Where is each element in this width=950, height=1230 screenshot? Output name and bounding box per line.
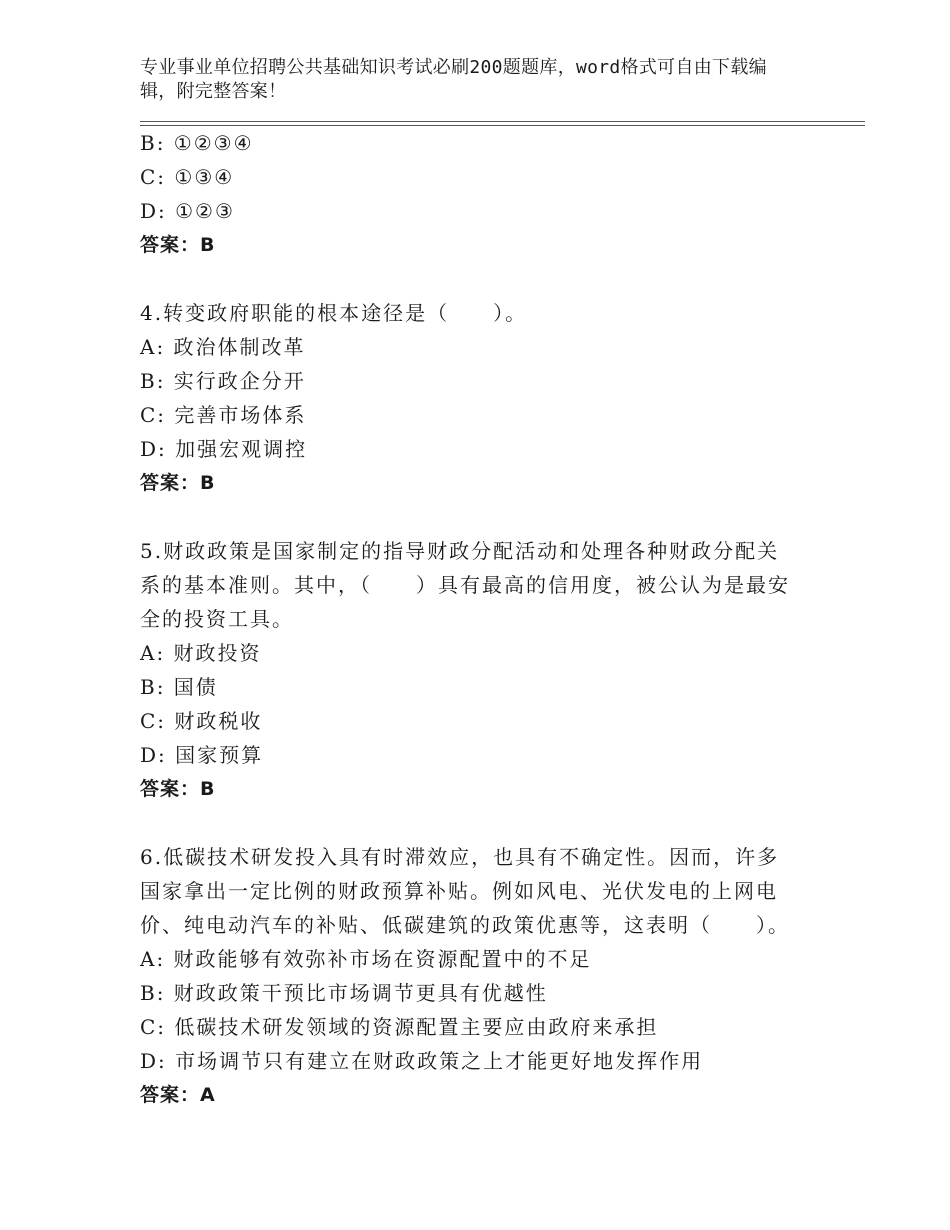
question-3-continued xyxy=(140,126,820,262)
answer: 答案：B xyxy=(140,778,216,800)
header-line-2: 辑，附完整答案！ xyxy=(140,81,287,102)
answer: 答案：A xyxy=(140,1084,216,1106)
question-list xyxy=(140,126,820,1112)
question-6 xyxy=(140,840,820,1112)
document-header xyxy=(140,56,820,104)
option-c: C: 完善市场体系 xyxy=(140,403,307,427)
option-c: C: ①③④ xyxy=(140,165,235,189)
header-line-1: 专业事业单位招聘公共基础知识考试必刷200题题库，word格式可自由下载编 xyxy=(140,57,767,78)
answer: 答案：B xyxy=(140,234,216,256)
option-d: D: 国家预算 xyxy=(140,743,264,767)
option-d: D: ①②③ xyxy=(140,199,235,223)
option-a: A: 财政能够有效弥补市场在资源配置中的不足 xyxy=(140,947,592,971)
question-text: 4.转变政府职能的根本途径是（ ）。 xyxy=(140,301,528,325)
question-4 xyxy=(140,296,820,500)
option-a: A: 财政投资 xyxy=(140,641,262,665)
question-text: 5.财政政策是国家制定的指导财政分配活动和处理各种财政分配关系的基本准则。其中，（ ）具有最高的信用度，被公认为是最安全的投资工具。 xyxy=(140,539,790,631)
option-c: C: 财政税收 xyxy=(140,709,263,733)
answer: 答案：B xyxy=(140,472,216,494)
question-5 xyxy=(140,534,820,806)
option-b: B: 财政政策干预比市场调节更具有优越性 xyxy=(140,981,548,1005)
option-d: D: 加强宏观调控 xyxy=(140,437,308,461)
question-text: 6.低碳技术研发投入具有时滞效应，也具有不确定性。因而，许多国家拿出一定比例的财政预算补贴。例如风电、光伏发电的上网电价、纯电动汽车的补贴、低碳建筑的政策优惠等，这表明（ ）。 xyxy=(140,845,790,937)
option-b: B: 国债 xyxy=(140,675,218,699)
option-b: B: 实行政企分开 xyxy=(140,369,306,393)
option-b: B: ①②③④ xyxy=(140,131,254,155)
header-rule-top xyxy=(140,121,865,122)
option-a: A: 政治体制改革 xyxy=(140,335,306,359)
option-d: D: 市场调节只有建立在财政政策之上才能更好地发挥作用 xyxy=(140,1049,704,1073)
option-c: C: 低碳技术研发领域的资源配置主要应由政府来承担 xyxy=(140,1015,659,1039)
